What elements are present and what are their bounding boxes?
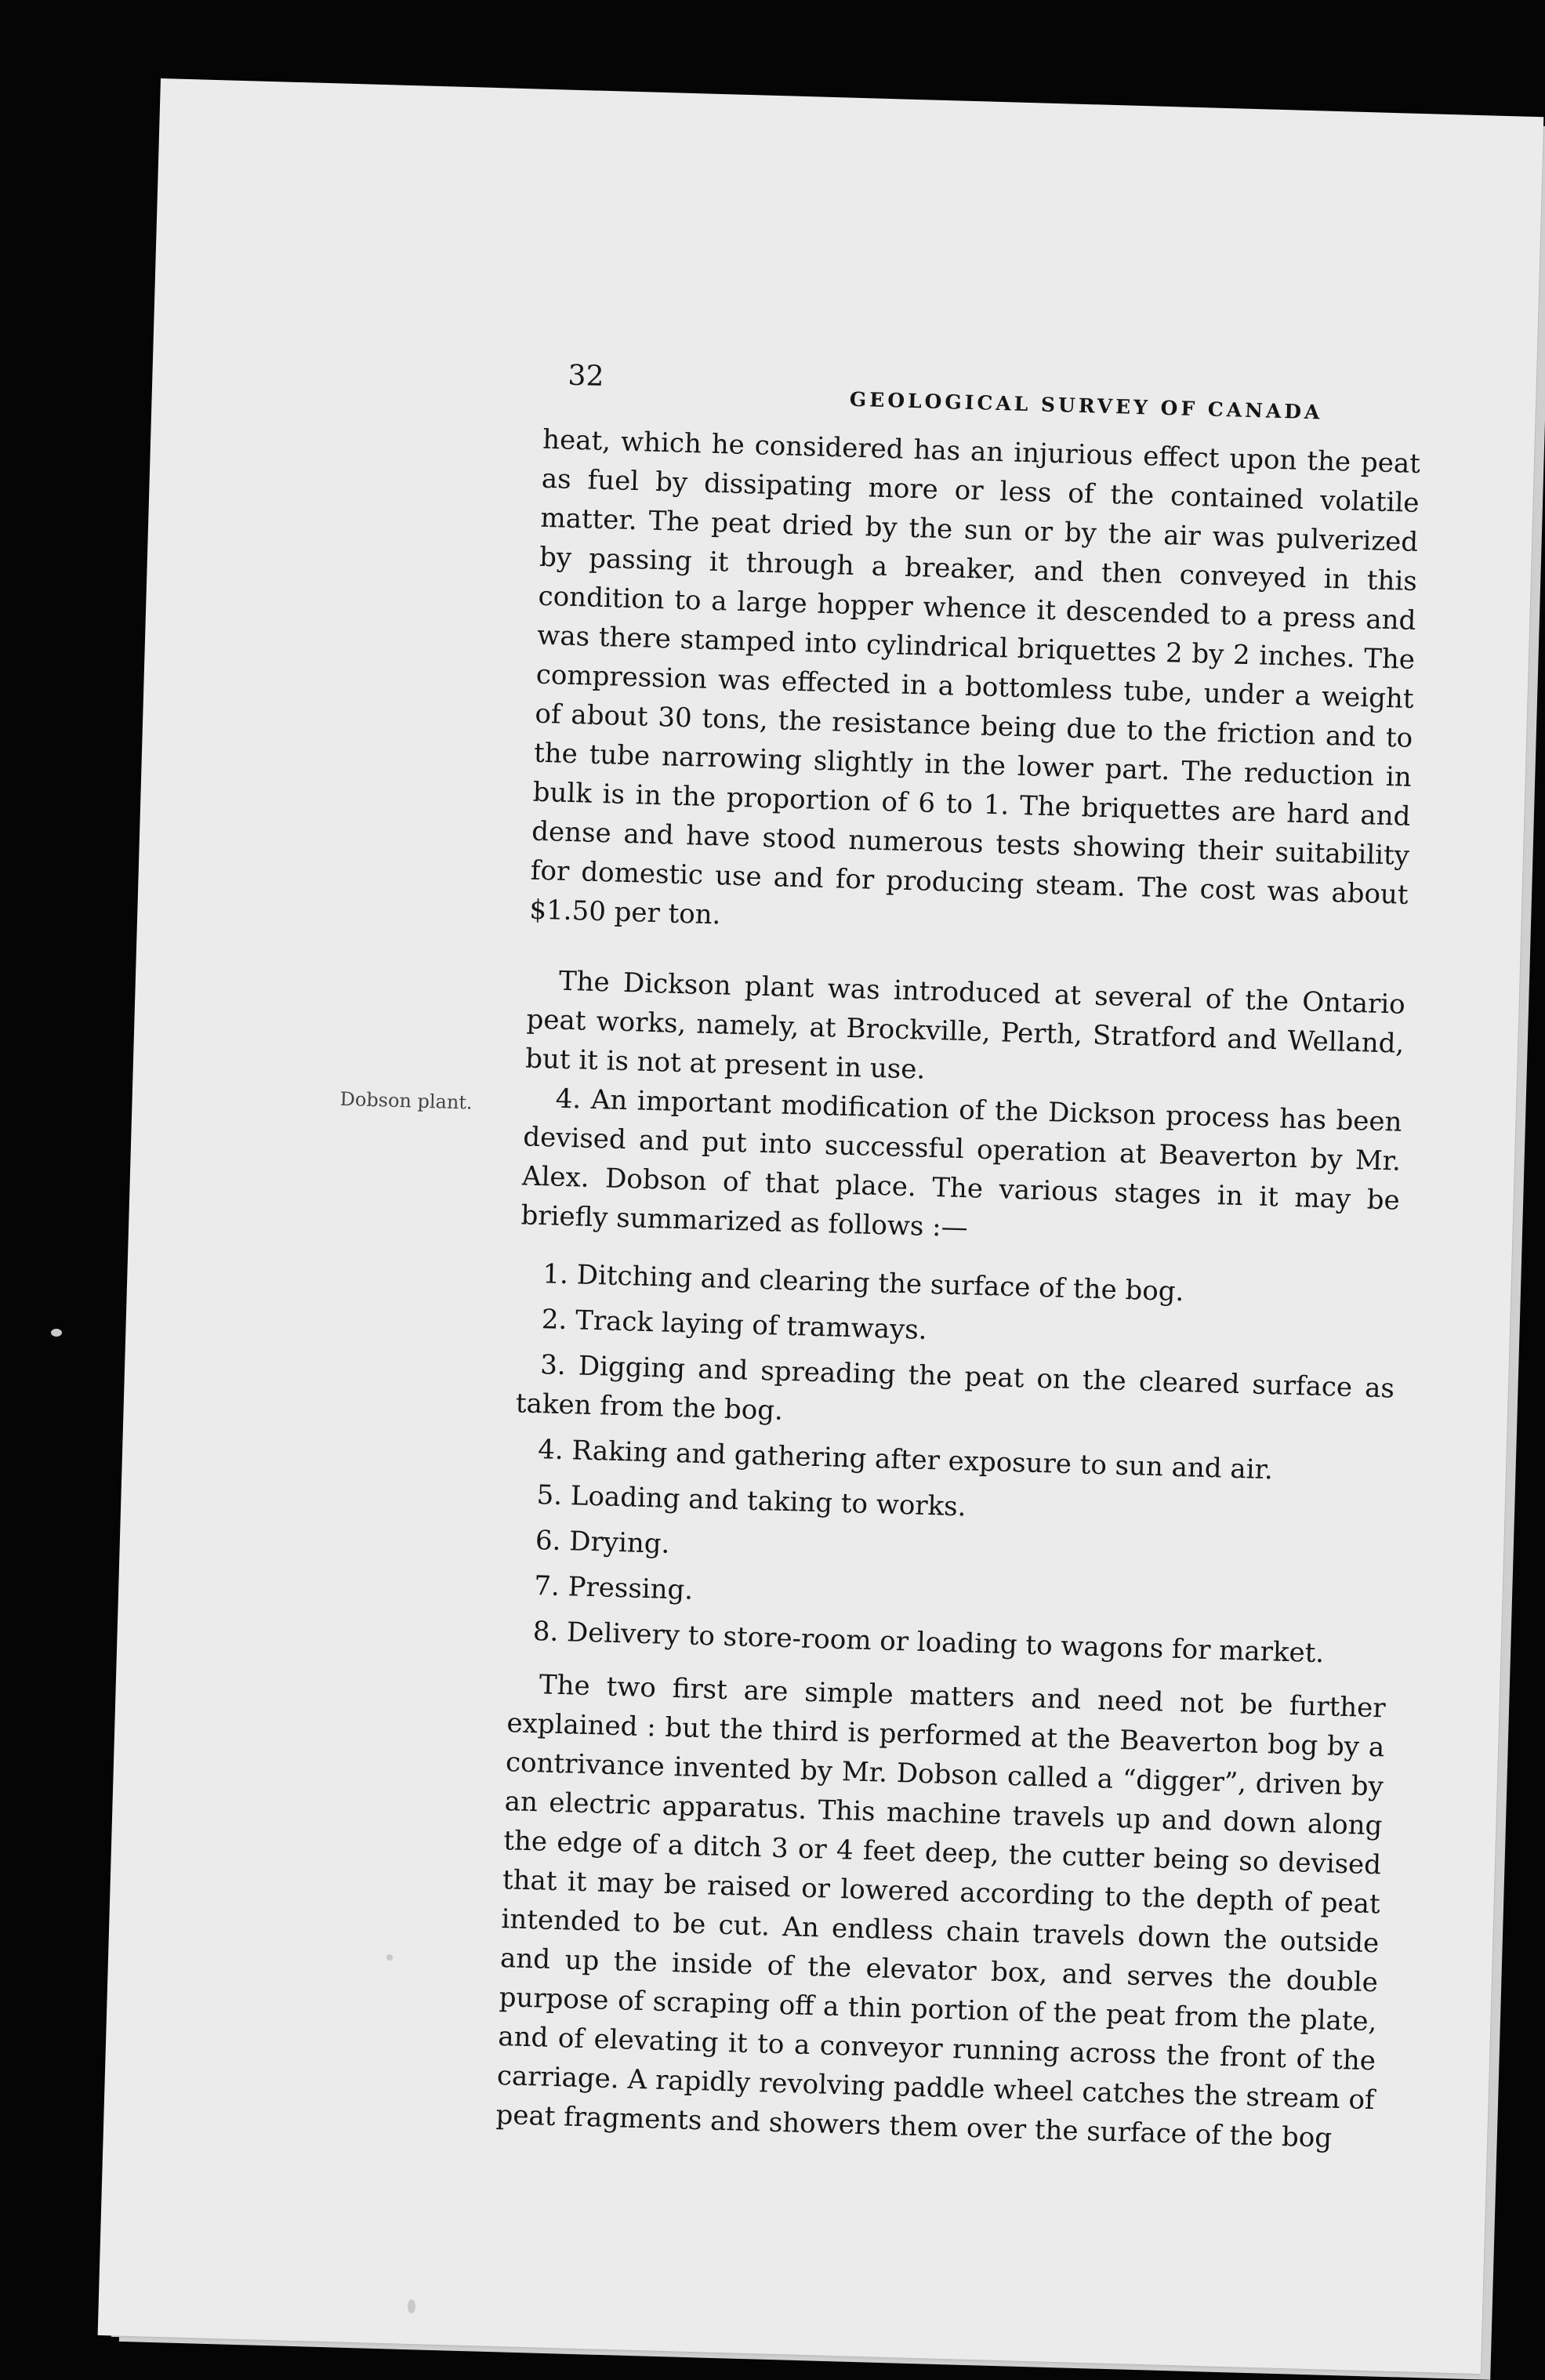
stages-list: [509, 1253, 1398, 1674]
list-item: 6. Drying.: [535, 1525, 670, 1560]
list-item: 5. Loading and taking to works.: [536, 1479, 967, 1523]
scan-speck: [408, 2299, 415, 2313]
list-item: 1. Ditching and clearing the surface of the bog.: [542, 1258, 1184, 1308]
list-item: 8. Delivery to store-room or loading to wagons for market.: [532, 1616, 1325, 1670]
paragraph-briquette-process: heat, which he considered has an injurious effect upon the peat as fuel by dissipating more or less of the contained volatile matter. The peat dried by the sun or by the air was pulverized by passing it through a breaker, and then conveyed in this condition to a large hopper whence it descended to a press and was there stamped into cylindrical briquettes 2 by 2 inches. The compression was effected in a bottomless tube, under a weight of about 30 tons, the resistance being due to the friction and to the tube narrowing slightly in the lower part. The reduction in bulk is in the proportion of 6 to 1. The briquettes are hard and dense and have stood numerous tests showing their suitability for domestic use and for producing steam. The cost was about $1.50 per ton.: [529, 423, 1421, 931]
list-item: 3. Digging and spreading the peat on the cleared surface as taken from the bog.: [515, 1349, 1395, 1427]
paragraph-digger-description: The two first are simple matters and need not be further explained : but the third is performed at the Beaverton bog by a contrivance invented by Mr. Dobson called a “digger”, driven by an electric apparatus. This machine travels up and down along the edge of a ditch 3 or 4 feet deep, the cutter being so devised that it may be raised or lowered according to the depth of peat intended to be cut. An endless chain travels down the outside and up the inside of the elevator box, and serves the double purpose of scraping off a thin portion of the peat from the plate, and of elevating it to a conveyor running across the front of the carriage. A rapidly revolving paddle wheel catches the stream of peat fragments and showers them over the surface of the bog: [495, 1669, 1387, 2154]
marginal-note: Dobson plant.: [339, 1087, 473, 1114]
list-item: 2. Track laying of tramways.: [541, 1304, 928, 1346]
scan-speck: [51, 1329, 62, 1337]
list-item: 7. Pressing.: [533, 1570, 694, 1606]
page-number: 32: [568, 359, 604, 393]
running-title: GEOLOGICAL SURVEY OF CANADA: [849, 387, 1323, 424]
scanned-page: [98, 78, 1544, 2374]
page-content: [339, 356, 1423, 2159]
list-item: 4. Raking and gathering after exposure to sun and air.: [537, 1434, 1274, 1486]
scan-speck: [386, 1954, 393, 1961]
paragraph-dickson-plant: The Dickson plant was introduced at several of the Ontario peat works, namely, at Brockville, Perth, Stratford and Welland, but it is not at present in use.: [524, 965, 1406, 1086]
paragraph-dobson-modification: 4. An important modification of the Dickson process has been devised and put into successful operation at Beaverton by Mr. Alex. Dobson of that place. The various stages in it may be briefly summarized as follows :—: [520, 1083, 1402, 1244]
